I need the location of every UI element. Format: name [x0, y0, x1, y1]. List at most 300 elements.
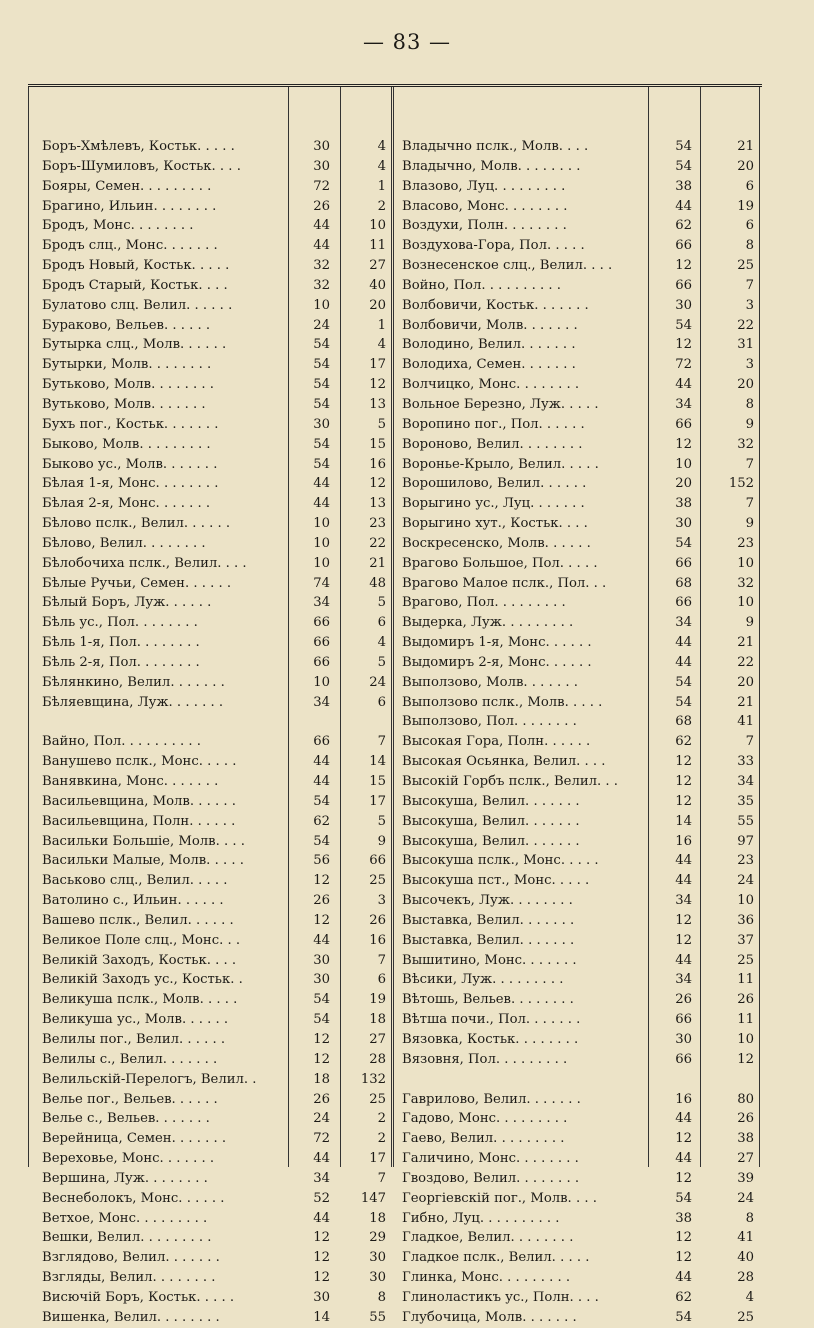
- entry-number: 2: [377, 1111, 386, 1127]
- place-name: Бѣлово, Велил. . . . . . . .: [42, 535, 206, 551]
- entry-number: 10: [737, 893, 754, 909]
- index-entry: [28, 1228, 762, 1248]
- map-sheet-number: 12: [675, 258, 692, 274]
- place-name: Воздухова-Гора, Пол. . . . .: [402, 238, 585, 254]
- entry-number: 17: [369, 357, 386, 373]
- entry-number: 6: [377, 694, 386, 710]
- place-name: Выставка, Велил. . . . . . .: [402, 912, 575, 928]
- map-sheet-number: 44: [313, 774, 330, 789]
- map-sheet-number: 44: [313, 1151, 330, 1167]
- index-entry: [28, 455, 762, 475]
- place-name: Бѣлянкино, Велил. . . . . . .: [42, 674, 225, 690]
- place-name: Владычно, Молв. . . . . . . .: [402, 158, 581, 174]
- entry-number: 6: [377, 615, 386, 631]
- place-name: Вышитино, Монс. . . . . . .: [402, 952, 577, 968]
- place-name: Волбовичи, Молв. . . . . . .: [402, 317, 578, 333]
- map-sheet-number: 62: [675, 218, 692, 234]
- entry-number: 20: [737, 674, 754, 690]
- entry-number: 55: [369, 1309, 386, 1325]
- place-name: Велилы с., Велил. . . . . . .: [42, 1051, 218, 1067]
- place-name: Волчицко, Монс. . . . . . . .: [402, 377, 580, 393]
- map-sheet-number: 30: [313, 158, 330, 174]
- map-sheet-number: 12: [313, 1250, 330, 1266]
- entry-number: 22: [737, 654, 754, 670]
- place-name: Вѣтша почи., Пол. . . . . . .: [402, 1012, 581, 1028]
- map-sheet-number: 26: [313, 1091, 330, 1107]
- index-entry: [28, 157, 762, 177]
- index-entry: [28, 772, 762, 792]
- index-entry: [28, 951, 762, 971]
- entry-number: 26: [369, 912, 386, 928]
- place-name: Гладкое пслк., Велил. . . . .: [402, 1250, 590, 1266]
- map-sheet-number: 54: [675, 1309, 692, 1325]
- index-entry: [28, 435, 762, 455]
- entry-number: 20: [737, 377, 754, 393]
- place-name: Веснеболокъ, Монс. . . . . .: [42, 1190, 225, 1206]
- index-entry: [28, 1149, 762, 1169]
- entry-number: 10: [369, 218, 386, 234]
- entry-number: 4: [377, 139, 386, 154]
- map-sheet-number: 26: [313, 198, 330, 214]
- map-sheet-number: 30: [675, 297, 692, 313]
- place-name: Бродъ слц., Монс. . . . . . .: [42, 238, 218, 254]
- entry-number: 10: [737, 1031, 754, 1047]
- map-sheet-number: 54: [675, 694, 692, 710]
- map-sheet-number: 12: [313, 1051, 330, 1067]
- map-sheet-number: 66: [675, 1051, 692, 1067]
- index-entry: [28, 197, 762, 217]
- map-sheet-number: 54: [675, 535, 692, 551]
- entry-number: 26: [737, 992, 754, 1008]
- entry-number: 38: [737, 1131, 754, 1147]
- map-sheet-number: 12: [675, 1131, 692, 1147]
- map-sheet-number: 34: [675, 396, 692, 412]
- place-name: Вашево пслк., Велил. . . . . .: [42, 912, 234, 928]
- map-sheet-number: 30: [313, 416, 330, 432]
- entry-number: 33: [737, 754, 754, 770]
- index-entry: [28, 931, 762, 951]
- index-entry: [28, 970, 762, 990]
- map-sheet-number: 12: [675, 1250, 692, 1266]
- map-sheet-number: 66: [313, 635, 330, 651]
- place-name: Вольное Березно, Луж. . . . .: [402, 396, 599, 412]
- entry-number: 40: [369, 277, 386, 293]
- index-entry: [28, 137, 762, 157]
- map-sheet-number: 16: [675, 833, 692, 849]
- place-name: Васьково слц., Велил. . . . .: [42, 873, 228, 889]
- index-entry: [28, 812, 762, 832]
- place-name: Верейница, Семен. . . . . . .: [42, 1131, 227, 1147]
- index-entry: [28, 990, 762, 1010]
- place-name: Высокая Осьянка, Велил. . . .: [402, 754, 606, 770]
- map-sheet-number: 38: [675, 178, 692, 194]
- place-name: Великуша ус., Молв. . . . . .: [42, 1012, 229, 1028]
- map-sheet-number: 30: [313, 1289, 330, 1305]
- entry-number: 20: [369, 297, 386, 313]
- map-sheet-number: 44: [675, 853, 692, 869]
- entry-number: 36: [737, 912, 754, 928]
- entry-number: 16: [369, 456, 386, 472]
- entry-number: 28: [737, 1270, 754, 1286]
- place-name: Бѣляевщина, Луж. . . . . . .: [42, 694, 224, 710]
- entry-number: 30: [369, 1250, 386, 1266]
- entry-number: 17: [369, 1151, 386, 1167]
- place-name: Выставка, Велил. . . . . . .: [402, 932, 575, 948]
- map-sheet-number: 12: [675, 793, 692, 809]
- entry-number: 22: [369, 535, 386, 551]
- map-sheet-number: 54: [313, 456, 330, 472]
- map-sheet-number: 62: [675, 734, 692, 750]
- place-name: Гибно, Луц. . . . . . . . . .: [402, 1210, 560, 1226]
- index-entry: [28, 256, 762, 276]
- entry-number: 4: [377, 158, 386, 174]
- place-name: Георгіевскій пог., Молв. . . .: [402, 1190, 597, 1206]
- entry-number: 18: [369, 1012, 386, 1028]
- place-name: Вереховье, Монс. . . . . . .: [42, 1151, 215, 1167]
- entry-number: 66: [369, 853, 386, 869]
- map-sheet-number: 44: [313, 218, 330, 234]
- place-name: Вѣсики, Луж. . . . . . . . .: [402, 972, 564, 988]
- place-name: Выдерка, Луж. . . . . . . . .: [402, 615, 574, 631]
- index-entry: [28, 792, 762, 812]
- entry-number: 132: [360, 1071, 386, 1087]
- entry-number: 7: [745, 496, 754, 512]
- place-name: Высокуша, Велил. . . . . . .: [402, 833, 580, 849]
- place-name: Врагово, Пол. . . . . . . . .: [402, 595, 566, 611]
- place-name: Ворошилово, Велил. . . . . .: [402, 476, 587, 492]
- entry-number: 3: [745, 297, 754, 313]
- place-name: Влазово, Луц. . . . . . . . .: [402, 178, 566, 194]
- entry-number: 35: [737, 793, 754, 809]
- entry-number: 24: [369, 674, 386, 690]
- place-name: Глиноластикъ ус., Полн. . . .: [402, 1289, 599, 1305]
- entry-number: 24: [737, 1190, 754, 1206]
- entry-number: 21: [737, 139, 754, 154]
- map-sheet-number: 54: [313, 396, 330, 412]
- entry-number: 23: [737, 853, 754, 869]
- index-table: [28, 84, 762, 1325]
- entry-number: 9: [745, 416, 754, 432]
- index-entry: [28, 395, 762, 415]
- entry-number: 4: [377, 635, 386, 651]
- entry-number: 10: [737, 595, 754, 611]
- index-entry: [28, 216, 762, 236]
- map-sheet-number: 66: [313, 734, 330, 750]
- entry-number: 48: [369, 575, 386, 591]
- place-name: Бѣль ус., Пол. . . . . . . .: [42, 615, 198, 631]
- entry-number: 8: [745, 1210, 754, 1226]
- map-sheet-number: 66: [313, 615, 330, 631]
- place-name: Гаврилово, Велил. . . . . . .: [402, 1091, 581, 1107]
- index-entry: [28, 1288, 762, 1308]
- map-sheet-number: 44: [675, 1111, 692, 1127]
- map-sheet-number: 66: [313, 654, 330, 670]
- entry-number: 27: [737, 1151, 754, 1167]
- place-name: Васильки Малые, Молв. . . . .: [42, 853, 244, 869]
- entry-number: 9: [377, 833, 386, 849]
- place-name: Булатово слц. Велил. . . . . .: [42, 297, 233, 313]
- place-name: Бѣлая 1-я, Монс. . . . . . . .: [42, 476, 219, 492]
- place-name: Волбовичи, Костьк. . . . . . .: [402, 297, 589, 313]
- place-name: Власово, Монс. . . . . . . .: [402, 198, 568, 214]
- place-name: Боръ-Хмѣлевъ, Костьк. . . . .: [42, 139, 235, 154]
- map-sheet-number: 10: [313, 297, 330, 313]
- place-name: Врагово Большое, Пол. . . . .: [402, 555, 598, 571]
- place-name: Висючій Боръ, Костьк. . . . .: [42, 1289, 235, 1305]
- index-entry: [28, 1109, 762, 1129]
- map-sheet-number: 44: [675, 1151, 692, 1167]
- index-entry: [28, 514, 762, 534]
- map-sheet-number: 44: [675, 952, 692, 968]
- map-sheet-number: 10: [313, 674, 330, 690]
- place-name: Высокуша, Велил. . . . . . .: [402, 813, 580, 829]
- index-entry: [28, 1268, 762, 1288]
- entry-number: 41: [737, 1230, 754, 1246]
- entry-number: 21: [737, 694, 754, 710]
- place-name: Велилы пог., Велил. . . . . .: [42, 1031, 226, 1047]
- entry-number: 8: [745, 238, 754, 254]
- map-sheet-number: 30: [313, 139, 330, 154]
- place-name: Выползово, Пол. . . . . . . .: [402, 714, 577, 730]
- entry-number: 13: [369, 496, 386, 512]
- place-name: Велье с., Вельев. . . . . . .: [42, 1111, 210, 1127]
- place-name: Васильевщина, Полн. . . . . .: [42, 813, 236, 829]
- place-name: Володиха, Семен. . . . . . .: [402, 357, 576, 373]
- entry-number: 12: [369, 377, 386, 393]
- map-sheet-number: 20: [675, 476, 692, 492]
- map-sheet-number: 54: [675, 158, 692, 174]
- map-sheet-number: 52: [313, 1190, 330, 1206]
- entry-number: 7: [377, 1170, 386, 1186]
- map-sheet-number: 54: [675, 1190, 692, 1206]
- map-sheet-number: 66: [675, 1012, 692, 1028]
- map-sheet-number: 44: [675, 654, 692, 670]
- map-sheet-number: 38: [675, 496, 692, 512]
- map-sheet-number: 44: [313, 932, 330, 948]
- place-name: Гвоздово, Велил. . . . . . . .: [402, 1170, 580, 1186]
- place-name: Ветхое, Монс. . . . . . . . .: [42, 1210, 208, 1226]
- place-name: Брагино, Ильин. . . . . . . .: [42, 198, 217, 214]
- map-sheet-number: 66: [675, 416, 692, 432]
- place-name: Глубочица, Молв. . . . . . .: [402, 1309, 577, 1325]
- entry-number: 4: [745, 1289, 754, 1305]
- place-name: Бутырка слц., Молв. . . . . .: [42, 337, 227, 353]
- map-sheet-number: 10: [313, 535, 330, 551]
- map-sheet-number: 12: [675, 1230, 692, 1246]
- map-sheet-number: 54: [313, 992, 330, 1008]
- entry-number: 15: [369, 436, 386, 452]
- map-sheet-number: 34: [675, 893, 692, 909]
- place-name: Высочекъ, Луж. . . . . . . .: [402, 893, 573, 909]
- place-name: Галичино, Монс. . . . . . . .: [402, 1151, 579, 1167]
- place-name: Вѣтошь, Вельев. . . . . . . .: [402, 992, 574, 1008]
- place-name: Быково ус., Молв. . . . . . .: [42, 456, 218, 472]
- entry-number: 16: [369, 932, 386, 948]
- entry-number: 21: [737, 635, 754, 651]
- index-entry: [28, 1209, 762, 1229]
- place-name: Ванушево пслк., Монс. . . . .: [42, 754, 237, 770]
- place-name: Бураково, Вельев. . . . . .: [42, 317, 211, 333]
- entry-number: 11: [369, 238, 386, 254]
- entry-number: 19: [737, 198, 754, 214]
- place-name: Бѣлые Ручьи, Семен. . . . . .: [42, 575, 232, 591]
- place-name: Вишенка, Велил. . . . . . . .: [42, 1309, 220, 1325]
- entry-number: 7: [377, 734, 386, 750]
- entry-number: 1: [377, 178, 386, 194]
- entry-number: 20: [737, 158, 754, 174]
- place-name: Бутьково, Молв. . . . . . . .: [42, 377, 214, 393]
- map-sheet-number: 72: [313, 1131, 330, 1147]
- entry-number: 5: [377, 416, 386, 432]
- entry-number: 22: [737, 317, 754, 333]
- place-name: Гаево, Велил. . . . . . . . .: [402, 1131, 565, 1147]
- index-entry: [28, 732, 762, 752]
- map-sheet-number: 18: [313, 1071, 330, 1087]
- index-entry: [28, 1129, 762, 1149]
- map-sheet-number: 44: [313, 238, 330, 254]
- place-name: Боръ-Шумиловъ, Костьк. . . .: [42, 158, 241, 174]
- place-name: Великуша пслк., Молв. . . . .: [42, 992, 238, 1008]
- entry-number: 3: [745, 357, 754, 373]
- entry-number: 40: [737, 1250, 754, 1266]
- place-name: Ворыгино хут., Костьк. . . .: [402, 516, 588, 532]
- place-name: Бояры, Семен. . . . . . . . .: [42, 178, 212, 194]
- map-sheet-number: 44: [675, 377, 692, 393]
- entry-number: 25: [369, 1091, 386, 1107]
- index-entry: [28, 871, 762, 891]
- entry-number: 21: [369, 555, 386, 571]
- place-name: Бѣль 2-я, Пол. . . . . . . .: [42, 654, 200, 670]
- map-sheet-number: 10: [313, 555, 330, 571]
- entry-number: 37: [737, 932, 754, 948]
- map-sheet-number: 12: [675, 1170, 692, 1186]
- place-name: Володино, Велил. . . . . . .: [402, 337, 576, 353]
- place-name: Велье пог., Вельев. . . . . .: [42, 1091, 218, 1107]
- map-sheet-number: 34: [313, 694, 330, 710]
- map-sheet-number: 54: [675, 317, 692, 333]
- entry-number: 1: [377, 317, 386, 333]
- map-sheet-number: 14: [675, 813, 692, 829]
- map-sheet-number: 66: [675, 555, 692, 571]
- map-sheet-number: 12: [313, 1270, 330, 1286]
- map-sheet-number: 44: [313, 496, 330, 512]
- index-entry: [28, 494, 762, 514]
- map-sheet-number: 44: [313, 1210, 330, 1226]
- map-sheet-number: 44: [313, 476, 330, 492]
- index-entry: [28, 1030, 762, 1050]
- map-sheet-number: 30: [313, 952, 330, 968]
- entry-number: 12: [737, 1051, 754, 1067]
- place-name: Бухъ пог., Костьк. . . . . . .: [42, 416, 219, 432]
- entry-number: 5: [377, 654, 386, 670]
- entry-number: 41: [737, 714, 754, 730]
- place-name: Высокій Горбъ пслк., Велил. . .: [402, 774, 618, 789]
- entry-number: 23: [369, 516, 386, 532]
- map-sheet-number: 12: [675, 436, 692, 452]
- place-name: Вознесенское слц., Велил. . . .: [402, 258, 613, 274]
- index-entry: [28, 554, 762, 574]
- map-sheet-number: 26: [675, 992, 692, 1008]
- entry-number: 4: [377, 337, 386, 353]
- place-name: Выдомиръ 1-я, Монс. . . . . .: [402, 635, 592, 651]
- entry-number: 25: [737, 1309, 754, 1325]
- entry-number: 27: [369, 1031, 386, 1047]
- index-entry: [28, 574, 762, 594]
- place-name: Ватолино с., Ильин. . . . . .: [42, 893, 224, 909]
- place-name: Врагово Малое пслк., Пол. . .: [402, 575, 607, 591]
- map-sheet-number: 54: [675, 139, 692, 154]
- map-sheet-number: 14: [313, 1309, 330, 1325]
- entry-number: 7: [745, 734, 754, 750]
- map-sheet-number: 54: [313, 357, 330, 373]
- map-sheet-number: 54: [313, 833, 330, 849]
- entry-number: 25: [737, 258, 754, 274]
- entry-number: 32: [737, 436, 754, 452]
- entry-number: 7: [745, 277, 754, 293]
- map-sheet-number: 54: [313, 793, 330, 809]
- entry-number: 3: [377, 893, 386, 909]
- entry-number: 6: [745, 218, 754, 234]
- place-name: Вутьково, Молв. . . . . . .: [42, 396, 206, 412]
- page-number: — 83 —: [362, 30, 452, 54]
- entry-number: 7: [377, 952, 386, 968]
- place-name: Великій Заходъ, Костьк. . . .: [42, 952, 237, 968]
- entry-number: 19: [369, 992, 386, 1008]
- map-sheet-number: 44: [675, 198, 692, 214]
- map-sheet-number: 10: [313, 516, 330, 532]
- place-name: Вязовка, Костьк. . . . . . . .: [402, 1031, 579, 1047]
- place-name: Великій Заходъ ус., Костьк. .: [42, 972, 243, 988]
- map-sheet-number: 32: [313, 258, 330, 274]
- place-name: Выдомиръ 2-я, Монс. . . . . .: [402, 654, 592, 670]
- place-name: Взглядово, Велил. . . . . . .: [42, 1250, 220, 1266]
- entry-number: 2: [377, 1131, 386, 1147]
- index-entry: [28, 296, 762, 316]
- place-name: Воропино пог., Пол. . . . . .: [402, 416, 585, 432]
- place-name: Вайно, Пол. . . . . . . . . .: [42, 734, 201, 750]
- map-sheet-number: 66: [675, 595, 692, 611]
- index-entry: [28, 832, 762, 852]
- index-entry: [28, 1090, 762, 1110]
- map-sheet-number: 72: [313, 178, 330, 194]
- entry-number: 32: [737, 575, 754, 591]
- index-entry: [28, 911, 762, 931]
- map-sheet-number: 12: [313, 912, 330, 928]
- place-name: Ворыгино ус., Луц. . . . . . .: [402, 496, 585, 512]
- index-entry: [28, 534, 762, 554]
- index-entry: [28, 1010, 762, 1030]
- index-entry: [28, 693, 762, 713]
- entry-number: 13: [369, 396, 386, 412]
- place-name: Вязовня, Пол. . . . . . . . .: [402, 1051, 568, 1067]
- map-sheet-number: 62: [313, 813, 330, 829]
- map-sheet-number: 62: [675, 1289, 692, 1305]
- place-name: Великое Поле слц., Монс. . .: [42, 932, 241, 948]
- right-column: [28, 137, 762, 1328]
- entry-number: 11: [737, 1012, 754, 1028]
- map-sheet-number: 38: [675, 1210, 692, 1226]
- index-entry: [28, 1050, 762, 1070]
- entry-number: 30: [369, 1270, 386, 1286]
- place-name: Васильевщина, Молв. . . . . .: [42, 793, 236, 809]
- entry-number: 31: [737, 337, 754, 353]
- map-sheet-number: 44: [675, 873, 692, 889]
- entry-number: 7: [745, 456, 754, 472]
- map-sheet-number: 54: [313, 436, 330, 452]
- map-sheet-number: 10: [675, 456, 692, 472]
- index-entry: [28, 355, 762, 375]
- entry-number: 55: [737, 813, 754, 829]
